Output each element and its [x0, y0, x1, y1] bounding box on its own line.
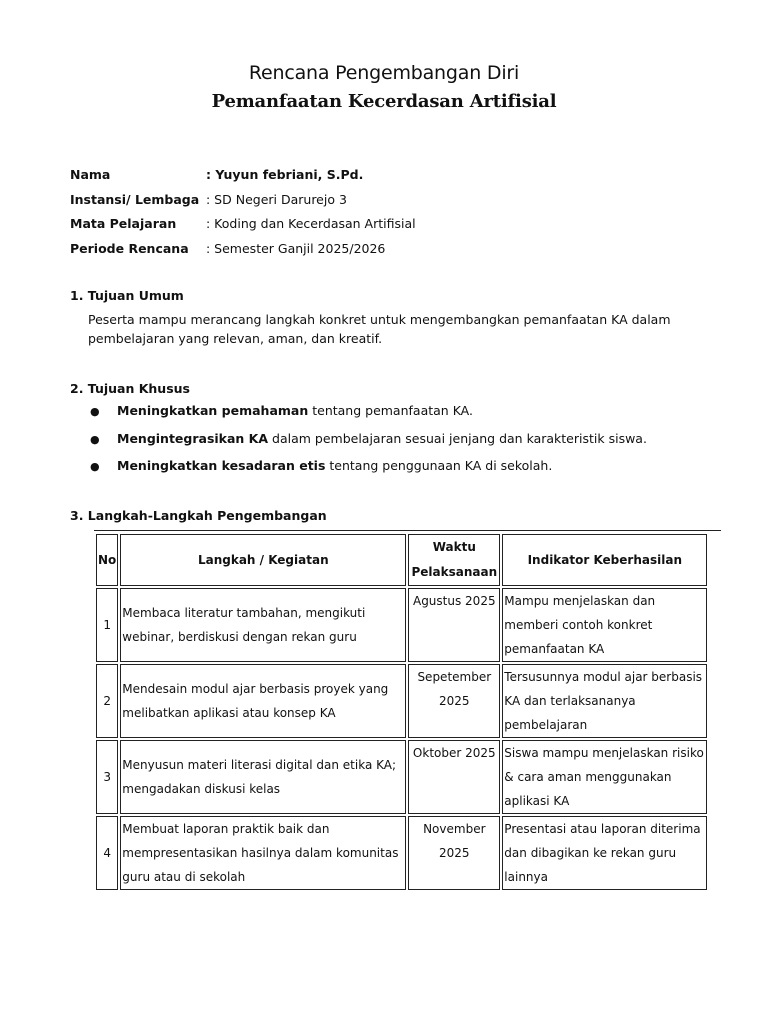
cell-line: KA dan terlaksananya [504, 694, 636, 708]
cell-line: memberi contoh konkret [504, 618, 653, 632]
cell-line: Membuat laporan praktik baik dan [122, 822, 330, 836]
general-goal-paragraph [88, 310, 688, 348]
info-value: : Koding dan Kecerdasan Artifisial [206, 216, 416, 231]
cell-line: mengadakan diskusi kelas [122, 782, 281, 796]
cell-line: pembelajaran [504, 718, 588, 732]
cell-indicator [502, 816, 707, 890]
bullet-text [117, 403, 473, 418]
cell-no: 2 [96, 664, 118, 738]
section-heading-specific-goals: 2. Tujuan Khusus [70, 381, 190, 396]
info-value: : Semester Ganjil 2025/2026 [206, 240, 386, 256]
bullet-dot-icon: ● [90, 460, 100, 473]
cell-line: Oktober 2025 [412, 746, 496, 760]
bullet-dot-icon: ● [90, 405, 100, 418]
cell-step [120, 740, 406, 814]
cell-line: melibatkan aplikasi atau konsep KA [122, 706, 336, 720]
cell-line: dan dibagikan ke rekan guru [504, 846, 677, 860]
cell-line: 2025 [439, 694, 470, 708]
cell-line: Agustus 2025 [412, 594, 496, 608]
steps-table [94, 532, 709, 892]
cell-line: Mendesain modul ajar berbasis proyek yang [122, 682, 389, 696]
cell-line: webinar, berdiskusi dengan rekan guru [122, 630, 357, 644]
cell-line: guru atau di sekolah [122, 870, 246, 884]
cell-no: 3 [96, 740, 118, 814]
info-value: : SD Negeri Darurejo 3 [206, 191, 347, 207]
cell-line: mempresentasikan hasilnya dalam komunitas [122, 846, 399, 860]
header-line: Pelaksanaan [411, 565, 498, 579]
cell-line: aplikasi KA [504, 794, 570, 808]
cell-indicator [502, 588, 707, 662]
section-heading-steps: 3. Langkah-Langkah Pengembangan [70, 508, 327, 523]
bullet-text [117, 458, 552, 473]
cell-line: Sepetember [417, 670, 492, 684]
bullet-bold-text: Meningkatkan pemahaman [117, 403, 309, 418]
table-top-rule [94, 530, 721, 531]
document-title: Rencana Pengembangan Diri [248, 62, 520, 84]
cell-indicator [502, 740, 707, 814]
cell-no: 1 [96, 588, 118, 662]
column-header-no: No [96, 534, 118, 586]
paragraph-line: Peserta mampu merancang langkah konkret untuk mengembangkan pemanfaatan KA dalam [88, 312, 671, 327]
cell-time [408, 664, 500, 738]
table-row [96, 816, 707, 890]
document-subtitle: Pemanfaatan Kecerdasan Artifisial [211, 91, 557, 112]
cell-line: & cara aman menggunakan [504, 770, 672, 784]
cell-line: lainnya [504, 870, 548, 884]
bullet-text [117, 431, 647, 446]
bullet-bold-text: Meningkatkan kesadaran etis [117, 458, 326, 473]
bullet-bold-text: Mengintegrasikan KA [117, 430, 269, 446]
info-label: Instansi/ Lembaga [70, 191, 200, 207]
table-row [96, 588, 707, 662]
cell-no: 4 [96, 816, 118, 890]
column-header-indicator: Indikator Keberhasilan [502, 534, 707, 586]
info-value: : Yuyun febriani, S.Pd. [206, 167, 364, 182]
bullet-rest-text: tentang penggunaan KA di sekolah. [325, 458, 553, 473]
cell-line: Presentasi atau laporan diterima [504, 822, 701, 836]
column-header-time [408, 534, 500, 586]
cell-time [408, 588, 500, 662]
cell-time [408, 740, 500, 814]
column-header-step: Langkah / Kegiatan [120, 534, 406, 586]
cell-indicator [502, 664, 707, 738]
table-row [96, 740, 707, 814]
info-label: Periode Rencana [70, 240, 189, 256]
header-line: Waktu [432, 540, 476, 554]
cell-line: 2025 [439, 846, 470, 860]
cell-line: Membaca literatur tambahan, mengikuti [122, 606, 366, 620]
bullet-dot-icon: ● [90, 432, 100, 446]
section-heading-general-goal: 1. Tujuan Umum [70, 288, 184, 303]
cell-line: pemanfaatan KA [504, 642, 605, 656]
cell-line: Menyusun materi literasi digital dan etika KA; [122, 758, 397, 772]
bullet-rest-text: dalam pembelajaran sesuai jenjang dan karakteristik siswa. [268, 430, 647, 446]
cell-step [120, 588, 406, 662]
cell-step [120, 664, 406, 738]
cell-line: Tersusunnya modul ajar berbasis [504, 670, 703, 684]
table-row [96, 664, 707, 738]
info-label: Mata Pelajaran [70, 216, 177, 231]
cell-line: Mampu menjelaskan dan [504, 594, 656, 608]
cell-step [120, 816, 406, 890]
paragraph-line: pembelajaran yang relevan, aman, dan kreatif. [88, 331, 383, 346]
info-label: Nama [70, 167, 111, 182]
cell-time [408, 816, 500, 890]
cell-line: November [423, 822, 486, 836]
table-header-row [96, 534, 707, 586]
cell-line: Siswa mampu menjelaskan risiko [504, 746, 704, 760]
bullet-rest-text: tentang pemanfaatan KA. [308, 403, 473, 418]
